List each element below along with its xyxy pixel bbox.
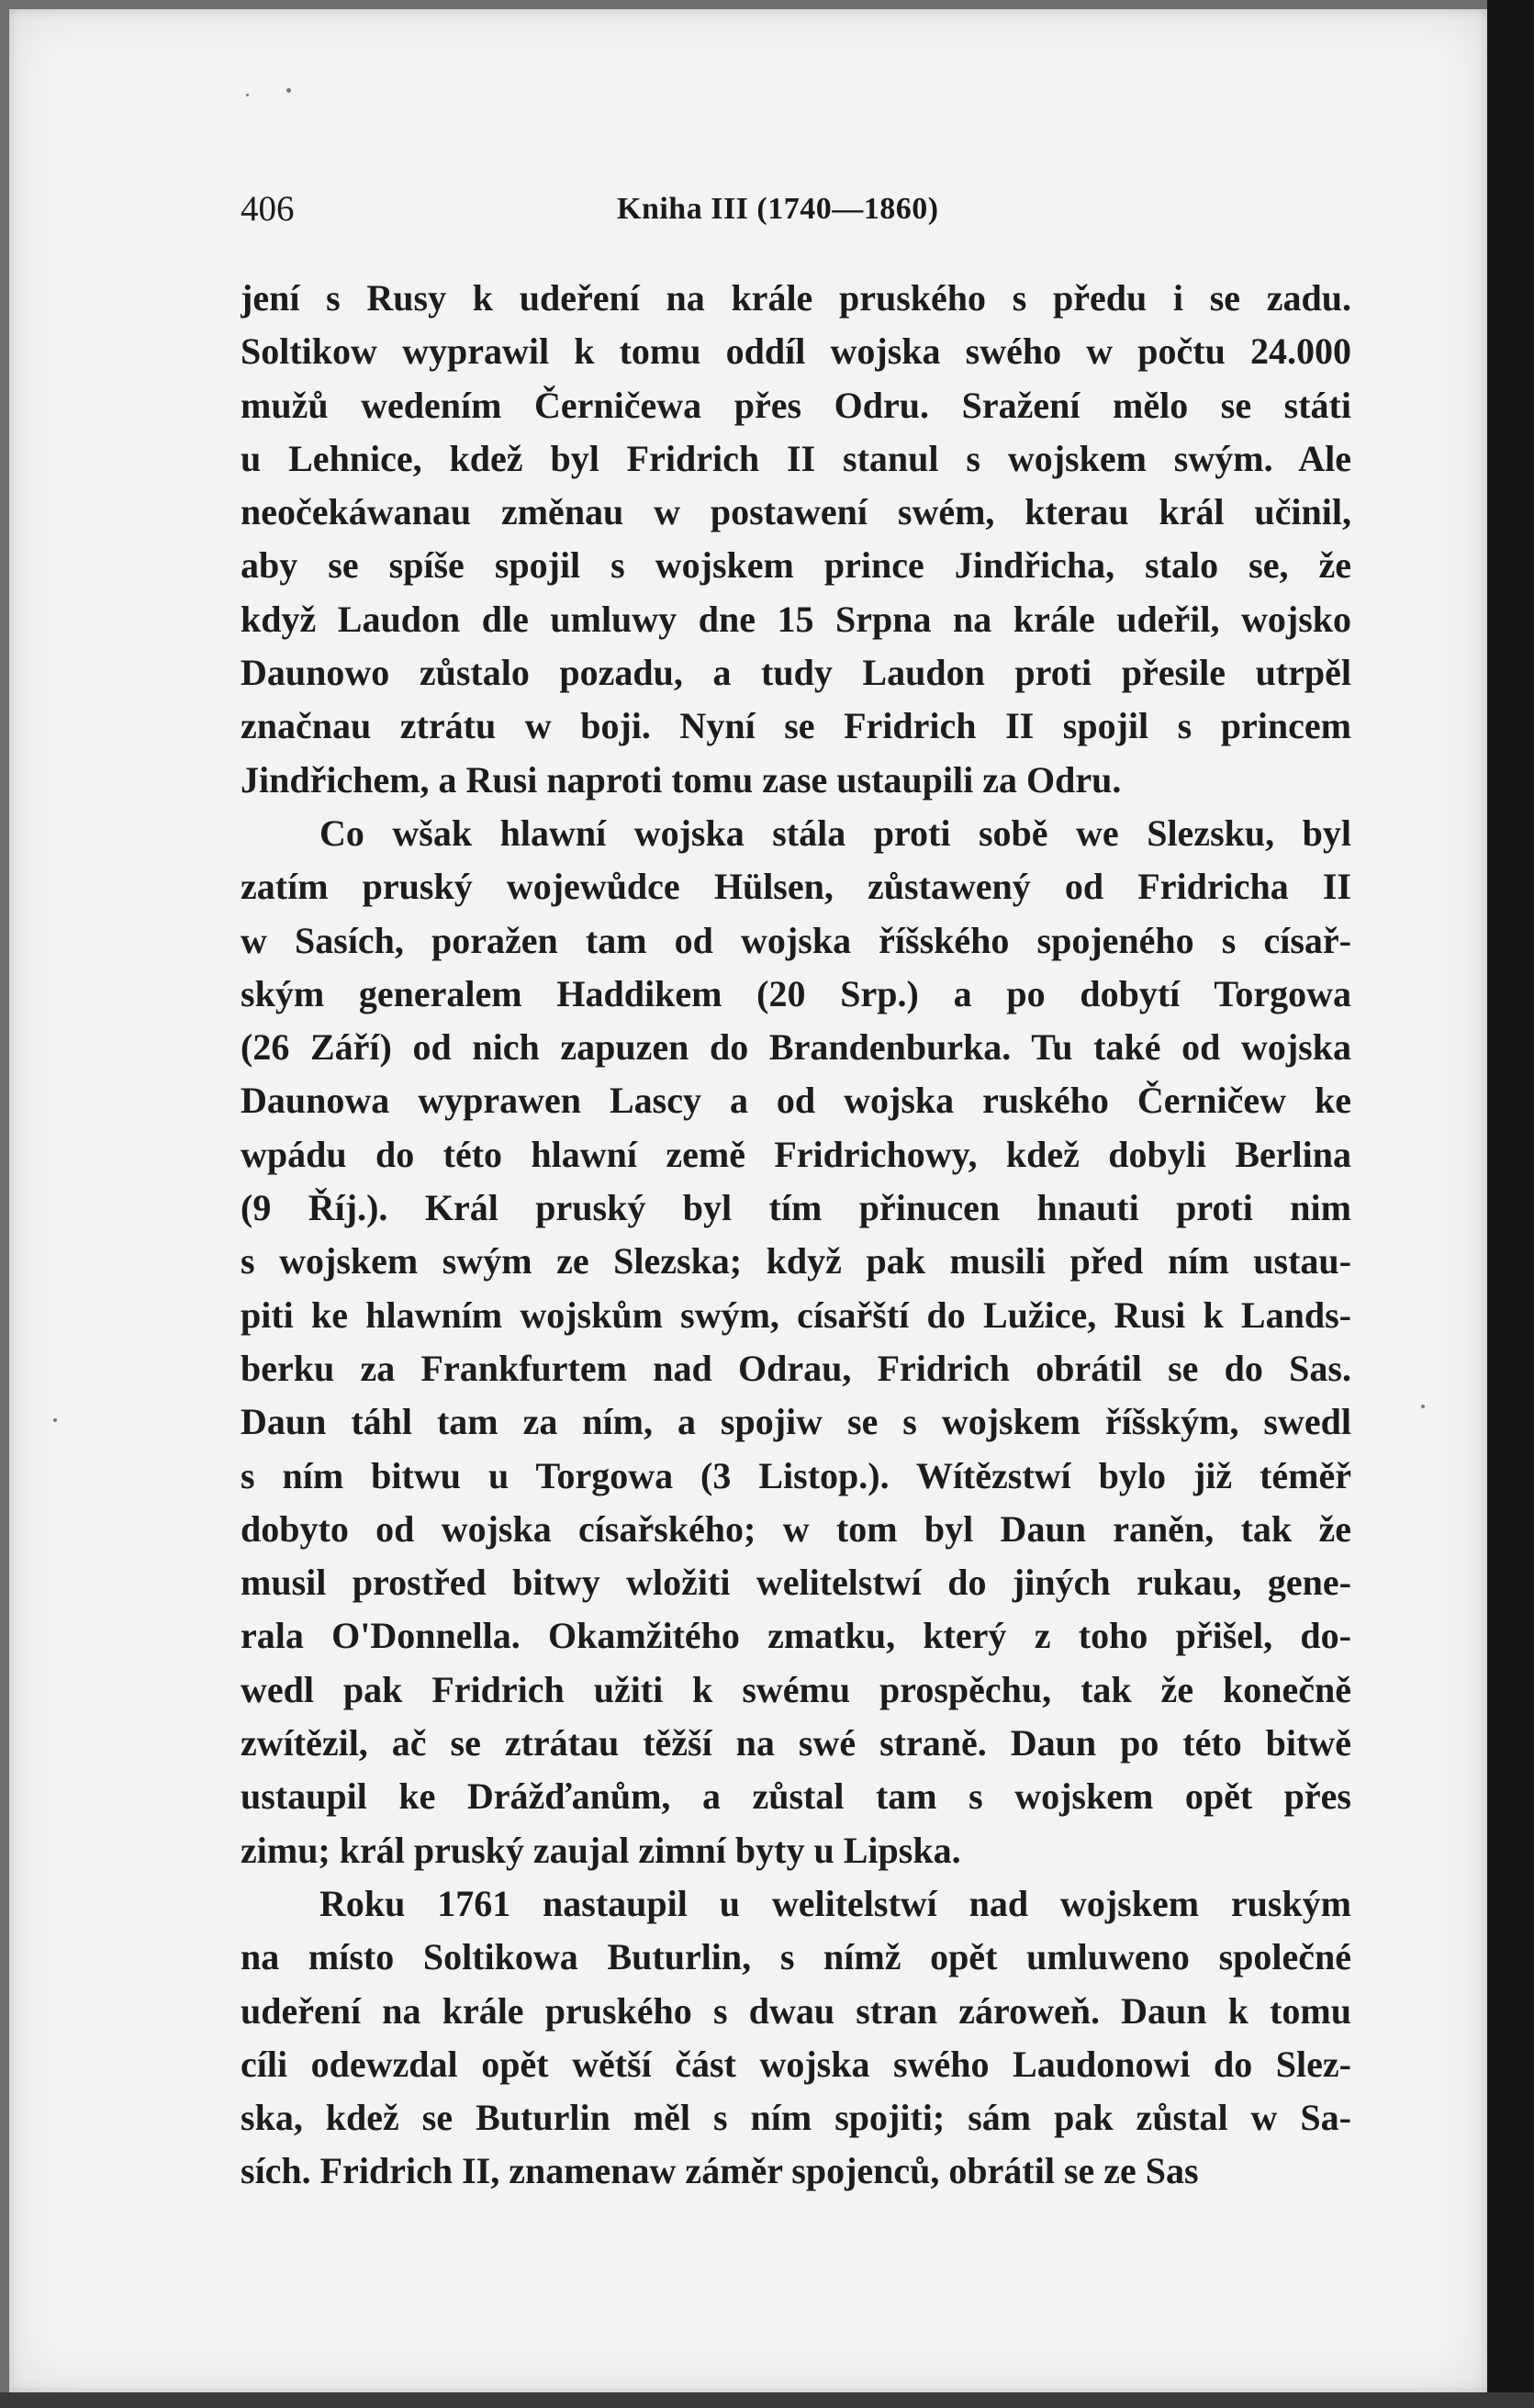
text-line: zatím pruský wojewůdce Hülsen, zůstawený od Fridricha II (241, 866, 1351, 908)
text-line: aby se spíše spojil s wojskem prince Jindřicha, stalo se, že (241, 544, 1351, 587)
paragraph (241, 1877, 1351, 2199)
text-line: berku za Frankfurtem nad Odrau, Fridrich obrátil se do Sas. (241, 1347, 1351, 1389)
paragraph (241, 807, 1351, 1877)
text-line: Soltikow wyprawil k tomu oddíl wojska swého w počtu 24.000 (241, 330, 1351, 373)
text-line: Daun táhl tam za ním, a spojiw se s wojskem říšským, swedl (241, 1401, 1351, 1443)
text-line: dobyto od wojska císařského; w tom byl Daun raněn, tak že (241, 1507, 1351, 1550)
running-head: Kniha III (1740—1860) (617, 192, 939, 226)
text-line: ska, kdež se Buturlin měl s ním spojiti; sám pak zůstal w Sa- (241, 2097, 1351, 2139)
page-number: 406 (241, 189, 295, 229)
dust-speck (286, 88, 291, 93)
dust-speck (246, 94, 249, 96)
text-line: ským generalem Haddikem (20 Srp.) a po dobytí Torgowa (241, 972, 1351, 1014)
text-line: když Laudon dle umluwy dne 15 Srpna na krále udeřil, wojsko (241, 598, 1351, 640)
text-line: Co wšak hlawní wojska stála proti sobě we Slezsku, byl (319, 812, 1351, 854)
text-line: sích. Fridrich II, znamenaw záměr spojenců, obrátil se ze Sas (241, 2150, 1199, 2192)
text-line: mužů wedením Černičewa přes Odru. Sražení mělo se státi (241, 384, 1351, 426)
text-line: značnau ztrátu w boji. Nyní se Fridrich II spojil s princem (241, 705, 1351, 747)
text-line: wpádu do této hlawní země Fridrichowy, kdež dobyli Berlina (241, 1133, 1351, 1175)
text-line: piti ke hlawním wojskům swým, císařští do Lužice, Rusi k Lands- (241, 1294, 1351, 1336)
paragraph (241, 272, 1351, 807)
body-text (241, 272, 1351, 2199)
text-line: (26 Září) od nich zapuzen do Brandenburka. Tu také od wojska (241, 1026, 1351, 1069)
page-header (241, 184, 1351, 235)
text-line: ustaupil ke Drážďanům, a zůstal tam s wojskem opět přes (241, 1775, 1351, 1818)
text-line: rala O'Donnella. Okamžitého zmatku, který z toho přišel, do- (241, 1615, 1351, 1657)
text-line: s wojskem swým ze Slezska; když pak musili před ním ustau- (241, 1240, 1351, 1282)
text-line: cíli odewzdal opět wětší část wojska swého Laudonowi do Slez- (241, 2043, 1351, 2085)
text-line: zwítězil, ač se ztrátau těžší na swé straně. Daun po této bitwě (241, 1722, 1351, 1764)
dust-speck (53, 1418, 57, 1422)
text-line: u Lehnice, kdež byl Fridrich II stanul s wojskem swým. Ale (241, 437, 1351, 479)
text-line: udeření na krále pruského s dwau stran zároweň. Daun k tomu (241, 1989, 1351, 2032)
text-line: Daunowo zůstalo pozadu, a tudy Laudon proti přesile utrpěl (241, 652, 1351, 694)
text-line: na místo Soltikowa Buturlin, s nímž opět umluweno společné (241, 1936, 1351, 1978)
text-line: (9 Říj.). Král pruský byl tím přinucen hnauti proti nim (241, 1187, 1351, 1229)
text-line: Roku 1761 nastaupil u welitelstwí nad wojskem ruským (319, 1882, 1351, 1924)
text-line: wedl pak Fridrich užiti k swému prospěchu, tak že konečně (241, 1668, 1351, 1710)
text-line: w Sasích, poražen tam od wojska říšského spojeného s císař- (241, 919, 1351, 961)
text-line: jení s Rusy k udeření na krále pruského s předu i se zadu. (241, 277, 1351, 319)
scan-edge-right (1487, 0, 1534, 2408)
text-line: neočekáwanau změnau w postawení swém, kterau král učinil, (241, 491, 1351, 533)
text-line: musil prostřed bitwy wložiti welitelstwí do jiných rukau, gene- (241, 1562, 1351, 1604)
scan-edge-bottom (0, 2392, 1534, 2408)
text-line: s ním bitwu u Torgowa (3 Listop.). Wítězstwí bylo již téměř (241, 1454, 1351, 1496)
dust-speck (1421, 1405, 1425, 1408)
text-line: zimu; král pruský zaujal zimní byty u Lipska. (241, 1829, 961, 1871)
text-line: Jindřichem, a Rusi naproti tomu zase ustaupili za Odru. (241, 758, 1122, 801)
text-line: Daunowa wyprawen Lascy a od wojska ruského Černičew ke (241, 1080, 1351, 1122)
